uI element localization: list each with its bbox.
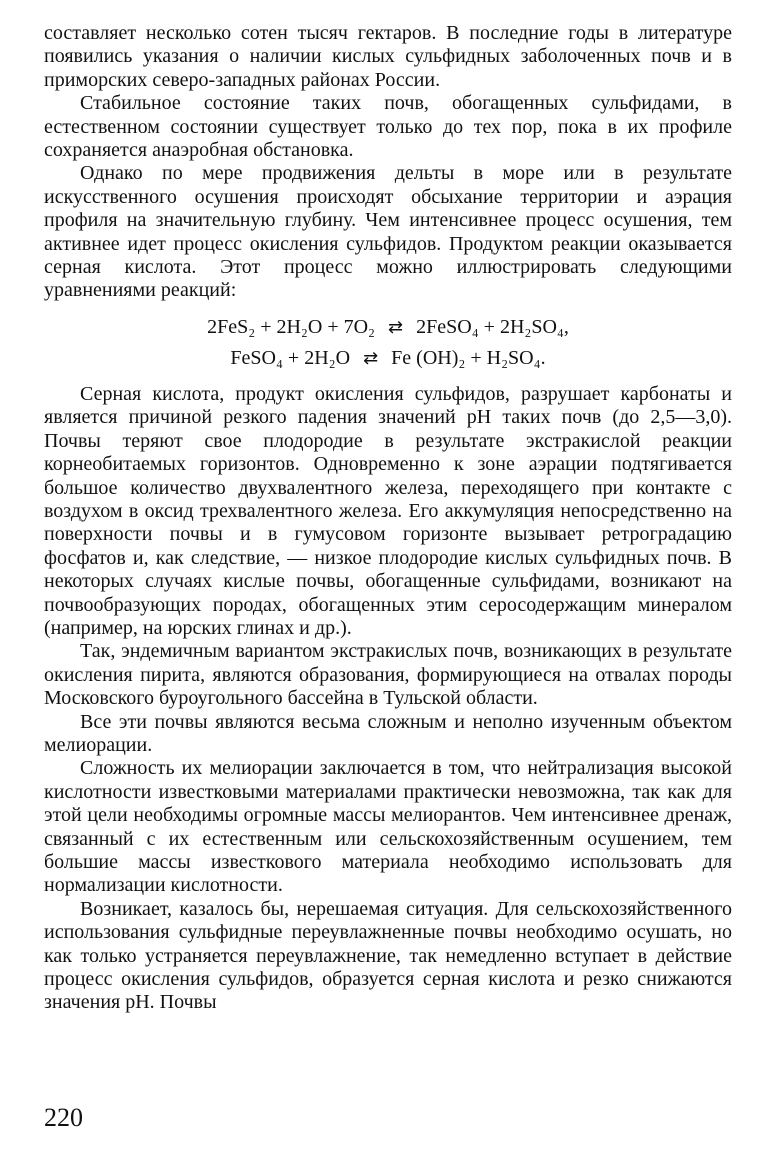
paragraph-drainage: Однако по мере продвижения дельты в море или в результате искусственного осушения происходят обсыхание территории и аэрация профиля на значительную глубину. Чем интенсивнее процесс осушения, тем активнее идет процесс окисления сульфидов. Продуктом реакции оказывается серная кислота. Этот процесс можно иллюстрировать следующими уравнениями реакций:	[44, 162, 732, 302]
equation-1	[44, 312, 732, 343]
paragraph-sulfuric-acid: Серная кислота, продукт окисления сульфидов, разрушает карбонаты и является причиной резкого падения значений рН таких почв (до 2,5—3,0). Почвы теряют свое плодородие в результате экстракислой реакции корнеобитаемых горизонтов. Одновременно к зоне аэрации подтягивается большое количество двухвалентного железа, переходящего при контакте с воздухом в оксид трехвалентного железа. Его аккумуляция непосредственно на поверхности почвы и в гумусовом горизонте вызывает ретроградацию фосфатов и, как следствие, — низкое плодородие кислых сульфидных почв. В некоторых случаях кислые почвы, обогащенные сульфидами, возникают на почвообразующих породах, обогащенных этим серосодержащим минералом (например, на юрских глинах и др.).	[44, 382, 732, 639]
page-number: 220	[44, 1103, 83, 1132]
paragraph-endemic-variant: Так, эндемичным вариантом экстракислых почв, возникающих в результате окисления пирита, являются образования, формирующиеся на отвалах породы Московского буроугольного бассейна в Тульской области.	[44, 640, 732, 710]
equation-1-lhs: 2FeS₂ + 2H₂O + 7O₂	[207, 315, 376, 338]
paragraph-complex-object: Все эти почвы являются весьма сложным и неполно изученным объектом мелиорации.	[44, 710, 732, 756]
equilibrium-arrow-icon: ⇄	[388, 316, 404, 337]
equation-2	[44, 343, 732, 374]
paragraph-melioration-difficulty: Сложность их мелиорации заключается в том, что нейтрализация высокой кислотности известковыми материалами практически невозможна, так как для этой цели необходимы огромные массы мелиорантов. Чем интенсивнее дренаж, связанный с их естественным или сельскохозяйственным осушением, тем большие массы известкового материала необходимо использовать для нормализации кислотности.	[44, 757, 732, 897]
paragraph-continued: составляет несколько сотен тысяч гектаров. В последние годы в литературе появились указания о наличии кислых сульфидных заболоченных почв и в приморских северо-западных районах России.	[44, 22, 732, 91]
page-body	[44, 22, 732, 1015]
equation-2-lhs: FeSO₄ + 2H₂O	[230, 346, 351, 369]
equation-1-rhs: 2FeSO₄ + 2H₂SO₄,	[416, 315, 569, 338]
equations-block	[44, 312, 732, 374]
equilibrium-arrow-icon: ⇄	[363, 347, 379, 368]
paragraph-unsolvable-situation: Возникает, казалось бы, нерешаемая ситуация. Для сельскохозяйственного использования сульфидные переувлажненные почвы необходимо осушать, но как только устраняется переувлажнение, так немедленно вступает в действие процесс окисления сульфидов, образуется серная кислота и резко снижаются значения рН. Почвы	[44, 897, 732, 1014]
equation-2-rhs: Fe (OH)₂ + H₂SO₄.	[391, 346, 546, 369]
paragraph-stable-state: Стабильное состояние таких почв, обогащенных сульфидами, в естественном состоянии существует только до тех пор, пока в их профиле сохраняется анаэробная обстановка.	[44, 92, 732, 162]
